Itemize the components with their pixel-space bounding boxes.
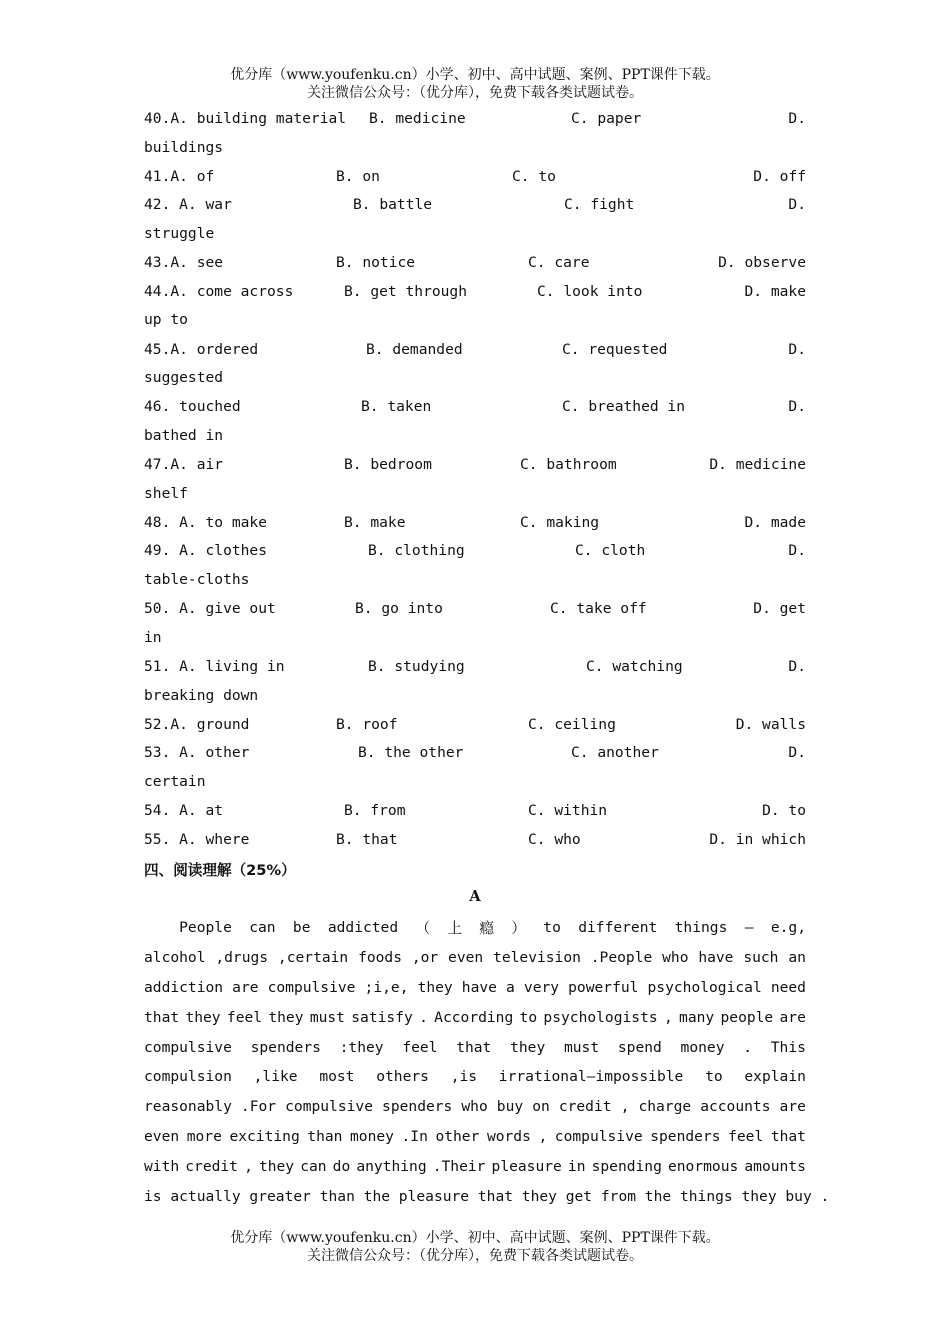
option-b: B. battle bbox=[353, 196, 433, 214]
option-d: D. walls bbox=[735, 715, 806, 733]
option-c: C. making bbox=[520, 513, 600, 531]
option-b: B. demanded bbox=[366, 340, 463, 358]
question-55 bbox=[144, 827, 806, 856]
question-list bbox=[144, 106, 806, 855]
option-b: B. roof bbox=[336, 715, 398, 733]
header-line-2: 关注微信公众号：（优分库），免费下载各类试题试卷。 bbox=[307, 85, 643, 101]
option-a: 46. touched bbox=[144, 398, 241, 416]
option-d: D. bbox=[788, 196, 806, 214]
option-c: C. who bbox=[528, 830, 581, 848]
option-c: C. bathroom bbox=[520, 456, 617, 474]
question-40 bbox=[144, 106, 806, 135]
option-b: B. taken bbox=[361, 398, 432, 416]
option-c: C. breathed in bbox=[562, 398, 686, 416]
page-footer bbox=[0, 1229, 950, 1265]
option-d: D. made bbox=[744, 513, 806, 531]
option-a: 53. A. other bbox=[144, 744, 250, 762]
passage-line: is actually greater than the pleasure that they get from the things they buy . bbox=[144, 1188, 830, 1206]
option-a: 54. A. at bbox=[144, 802, 224, 820]
question-51 bbox=[144, 654, 806, 683]
page-header bbox=[0, 66, 950, 102]
question-47-wrap bbox=[144, 481, 806, 510]
option-d: D. bbox=[788, 744, 806, 762]
option-d: D. off bbox=[753, 167, 806, 185]
question-41 bbox=[144, 164, 806, 193]
passage-body bbox=[144, 913, 830, 1212]
option-d-continued: breaking down bbox=[144, 686, 259, 704]
option-d: D. bbox=[788, 340, 806, 358]
option-c: C. paper bbox=[571, 110, 642, 127]
question-43 bbox=[144, 250, 806, 279]
option-d: D. observe bbox=[718, 254, 806, 272]
option-a: 41.A. of bbox=[144, 167, 215, 185]
footer-line-1: 优分库（www.youfenku.cn）小学、初中、高中试题、案例、PPT课件下载。 bbox=[230, 1230, 720, 1246]
option-a: 47.A. air bbox=[144, 456, 224, 474]
passage-line: reasonably .For compulsive spenders who buy on credit , charge accounts are bbox=[144, 1098, 806, 1116]
question-46 bbox=[144, 394, 806, 423]
question-46-wrap bbox=[144, 423, 806, 452]
question-50 bbox=[144, 596, 806, 625]
question-48 bbox=[144, 510, 806, 539]
option-d: D. bbox=[788, 110, 806, 127]
option-a: 45.A. ordered bbox=[144, 340, 259, 358]
option-a: 48. A. to make bbox=[144, 513, 268, 531]
question-53-wrap bbox=[144, 769, 806, 798]
passage-line: compulsive spenders :they feel that they must spend money . This bbox=[144, 1038, 806, 1056]
question-44 bbox=[144, 279, 806, 308]
question-54 bbox=[144, 798, 806, 827]
option-b: B. the other bbox=[358, 744, 464, 762]
question-53 bbox=[144, 740, 806, 769]
option-b: B. go into bbox=[355, 600, 443, 618]
option-d-continued: bathed in bbox=[144, 426, 224, 444]
passage-line: even more exciting than money .In other words , compulsive spenders feel that bbox=[144, 1128, 806, 1146]
header-line-1: 优分库（www.youfenku.cn）小学、初中、高中试题、案例、PPT课件下载。 bbox=[230, 67, 720, 83]
option-d-continued: shelf bbox=[144, 484, 188, 502]
question-49 bbox=[144, 538, 806, 567]
option-c: C. watching bbox=[586, 658, 683, 676]
option-d-continued: table-cloths bbox=[144, 571, 250, 589]
option-d-continued: in bbox=[144, 628, 162, 646]
option-d-continued: buildings bbox=[144, 138, 224, 156]
question-42-wrap bbox=[144, 221, 806, 250]
footer-line-2: 关注微信公众号：（优分库），免费下载各类试题试卷。 bbox=[307, 1248, 643, 1264]
option-d: D. make bbox=[744, 282, 806, 300]
passage-line: with credit , they can do anything .Their pleasure in spending enormous amounts bbox=[144, 1158, 806, 1176]
option-d-continued: up to bbox=[144, 311, 188, 329]
option-c: C. cloth bbox=[575, 542, 646, 560]
question-42 bbox=[144, 192, 806, 221]
option-b: B. studying bbox=[368, 658, 465, 676]
passage-line: People can be addicted （ 上 瘾 ） to different things — e.g, bbox=[144, 919, 806, 937]
option-a: 55. A. where bbox=[144, 830, 250, 848]
option-a: 42. A. war bbox=[144, 196, 232, 214]
question-47 bbox=[144, 452, 806, 481]
option-c: C. take off bbox=[550, 600, 647, 618]
question-50-wrap bbox=[144, 625, 806, 654]
option-d-continued: certain bbox=[144, 773, 206, 790]
option-d: D. get bbox=[753, 600, 806, 618]
option-d: D. to bbox=[762, 802, 806, 820]
option-a: 44.A. come across bbox=[144, 282, 294, 300]
passage-line: compulsion ,like most others ,is irrational—impossible to explain bbox=[144, 1068, 806, 1086]
option-c: C. fight bbox=[564, 196, 635, 214]
option-d: D. bbox=[788, 542, 806, 560]
option-d: D. bbox=[788, 658, 806, 676]
option-a: 49. A. clothes bbox=[144, 542, 268, 560]
option-d: D. medicine bbox=[709, 456, 806, 474]
question-49-wrap bbox=[144, 567, 806, 596]
option-d-continued: suggested bbox=[144, 369, 224, 387]
option-a: 50. A. give out bbox=[144, 600, 276, 618]
question-51-wrap bbox=[144, 683, 806, 712]
question-45 bbox=[144, 337, 806, 366]
question-45-wrap bbox=[144, 365, 806, 394]
question-52 bbox=[144, 712, 806, 741]
option-a: 43.A. see bbox=[144, 254, 224, 272]
option-b: B. from bbox=[344, 802, 406, 820]
option-d: D. bbox=[788, 398, 806, 416]
option-c: C. another bbox=[571, 744, 659, 762]
option-d: D. in which bbox=[709, 830, 806, 848]
option-c: C. within bbox=[528, 802, 608, 820]
question-44-wrap bbox=[144, 307, 806, 336]
passage-line: that they feel they must satisfy . According to psychologists , many people are bbox=[144, 1008, 806, 1026]
passage-title: A bbox=[469, 887, 481, 905]
option-a: 51. A. living in bbox=[144, 658, 285, 676]
passage-line: addiction are compulsive ;i,e, they have a very powerful psychological need bbox=[144, 978, 806, 996]
exam-content bbox=[144, 106, 830, 1211]
option-c: C. to bbox=[512, 167, 556, 185]
option-c: C. look into bbox=[537, 282, 643, 300]
passage-line: alcohol ,drugs ,certain foods ,or even television .People who have such an bbox=[144, 948, 806, 966]
option-d-continued: struggle bbox=[144, 224, 215, 242]
option-b: B. get through bbox=[344, 282, 468, 300]
option-a: 52.A. ground bbox=[144, 715, 250, 733]
question-40-wrap bbox=[144, 135, 806, 164]
option-b: B. clothing bbox=[368, 542, 465, 560]
section-title: 四、阅读理解（25%） bbox=[144, 862, 296, 880]
option-b: B. that bbox=[336, 830, 398, 848]
option-b: B. bedroom bbox=[344, 456, 432, 474]
option-b: B. notice bbox=[336, 254, 416, 272]
option-b: B. on bbox=[336, 167, 380, 185]
option-c: C. care bbox=[528, 254, 590, 272]
option-b: B. medicine bbox=[369, 110, 466, 127]
option-b: B. make bbox=[344, 513, 406, 531]
option-c: C. requested bbox=[562, 340, 668, 358]
option-c: C. ceiling bbox=[528, 715, 616, 733]
option-a: 40.A. building material bbox=[144, 110, 347, 127]
